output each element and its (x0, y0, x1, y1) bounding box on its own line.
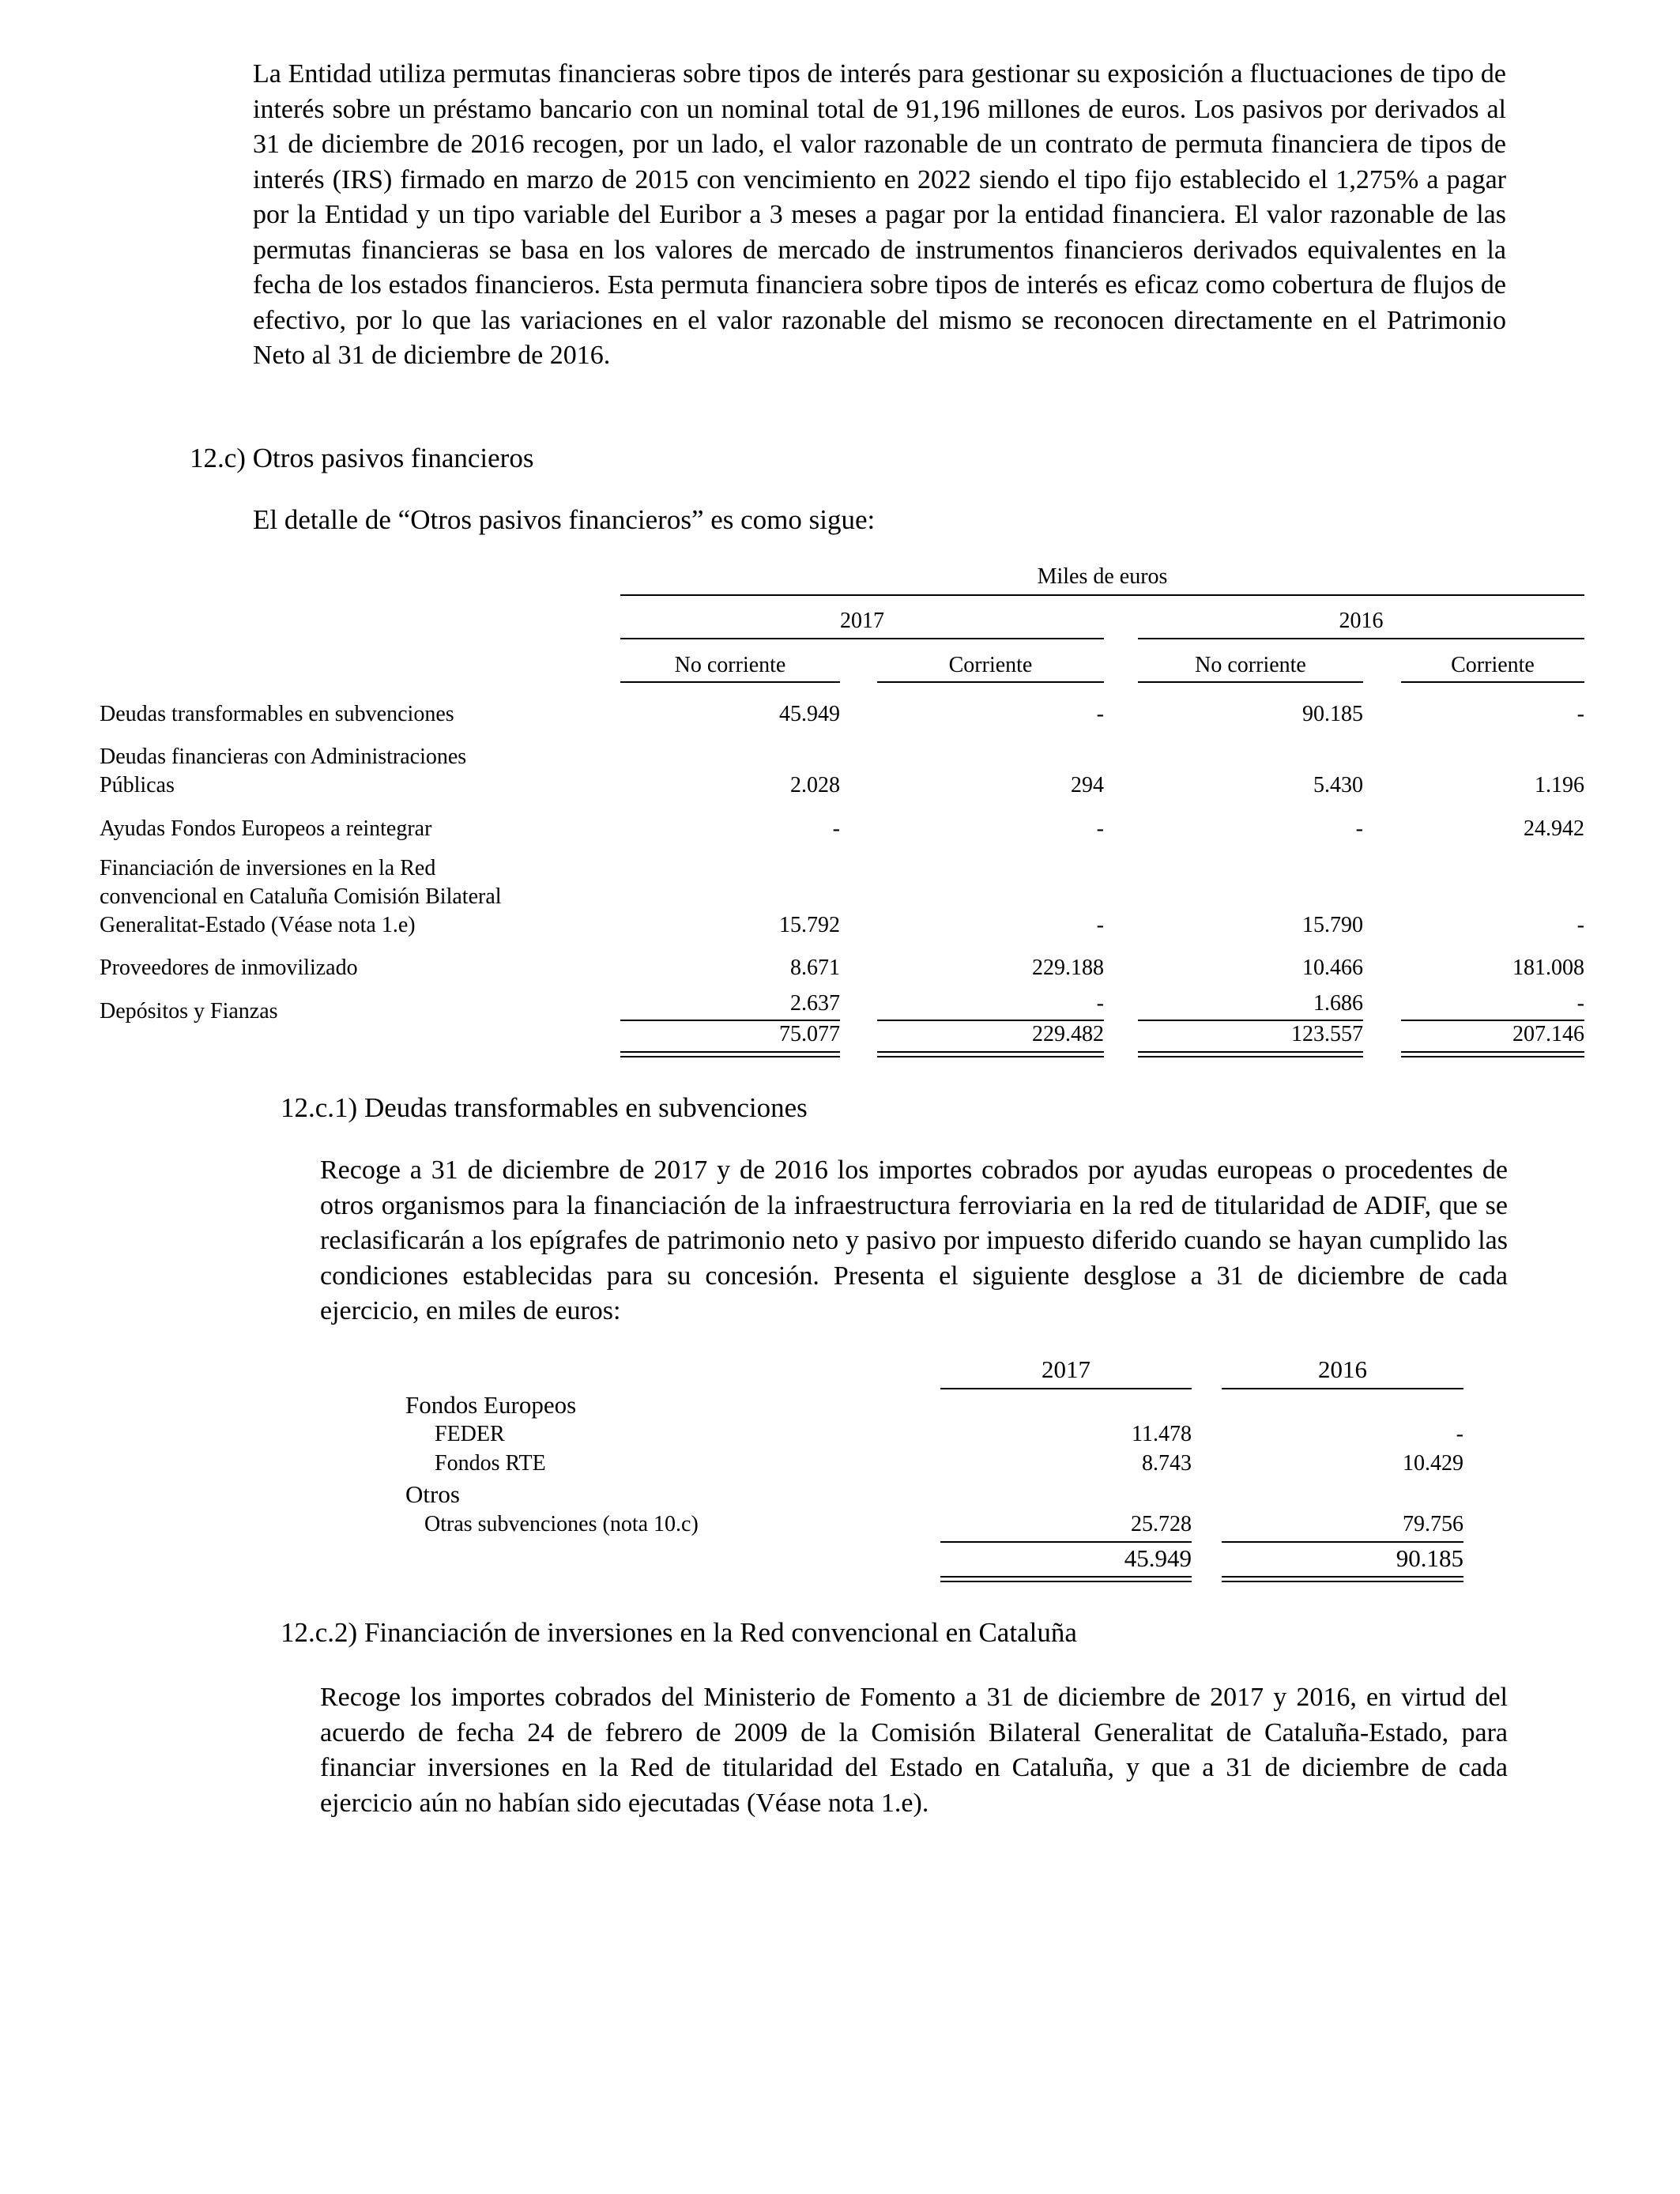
subheader-rule (620, 681, 840, 683)
header-rule (620, 594, 1584, 596)
cell-value: 5.430 (1313, 773, 1363, 797)
cell-value: 10.429 (1403, 1451, 1463, 1476)
cell-value: 8.671 (790, 956, 840, 980)
cell-value: - (1096, 816, 1104, 841)
cell-value: 79.756 (1403, 1512, 1463, 1536)
cell-value: 15.792 (779, 913, 840, 937)
year-header-2016: 2016 (1318, 1355, 1367, 1383)
row-label: Deudas transformables en subvenciones (100, 702, 454, 726)
cell-value: - (832, 816, 840, 841)
total-double-rule (1401, 1051, 1584, 1057)
subheader-rule (1401, 681, 1584, 683)
cell-value: 181.008 (1512, 956, 1584, 980)
subheader-no-corriente-2016: No corriente (1195, 653, 1306, 677)
total-rule (940, 1541, 1192, 1543)
section-heading-12c: 12.c) Otros pasivos financieros (190, 443, 534, 473)
row-label: FEDER (435, 1422, 505, 1446)
section-heading-12c2: 12.c.2) Financiación de inversiones en la Red convencional en Cataluña (281, 1617, 1077, 1648)
total-value: 123.557 (1291, 1022, 1363, 1046)
year-header-2016: 2016 (1339, 609, 1384, 633)
total-rule (1222, 1541, 1463, 1543)
section-12c-intro: El detalle de “Otros pasivos financieros” es como sigue: (253, 504, 876, 535)
year-rule-2017 (620, 638, 1104, 639)
cell-value: - (1096, 913, 1104, 937)
row-label: Ayudas Fondos Europeos a reintegrar (100, 816, 432, 841)
row-label: Financiación de inversiones en la Red (100, 856, 436, 880)
total-value: 229.482 (1032, 1022, 1104, 1046)
subheader-rule (877, 681, 1104, 683)
cell-value: - (1456, 1422, 1463, 1446)
cell-value: - (1355, 816, 1363, 841)
subheader-corriente-2017: Corriente (948, 653, 1033, 677)
row-label: convencional en Cataluña Comisión Bilateral (100, 884, 502, 909)
row-label: Públicas (100, 773, 175, 797)
year-rule (940, 1388, 1192, 1389)
subheader-corriente-2016: Corriente (1451, 653, 1535, 677)
row-label: Fondos RTE (435, 1451, 546, 1476)
group-label-fondos-europeos: Fondos Europeos (405, 1391, 577, 1419)
cell-value: 2.028 (790, 773, 840, 797)
cell-value: 1.686 (1313, 991, 1363, 1016)
total-value: 207.146 (1512, 1022, 1584, 1046)
total-double-rule (877, 1051, 1104, 1057)
cell-value: 229.188 (1032, 956, 1104, 980)
cell-value: - (1576, 991, 1584, 1016)
row-label: Generalitat-Estado (Véase nota 1.e) (100, 913, 416, 937)
total-double-rule (1222, 1576, 1463, 1582)
total-value: 75.077 (779, 1022, 840, 1046)
total-value: 90.185 (1396, 1544, 1463, 1572)
cell-value: 8.743 (1142, 1451, 1192, 1476)
section-heading-12c1: 12.c.1) Deudas transformables en subvenciones (281, 1092, 808, 1123)
row-label: Otras subvenciones (nota 10.c) (424, 1512, 699, 1536)
group-label-otros: Otros (405, 1480, 460, 1508)
total-double-rule (1138, 1051, 1363, 1057)
year-rule-2016 (1138, 638, 1584, 639)
cell-value: - (1096, 702, 1104, 726)
cell-value: 15.790 (1302, 913, 1363, 937)
cell-value: - (1576, 913, 1584, 937)
row-label: Deudas financieras con Administraciones (100, 745, 467, 769)
cell-value: 45.949 (779, 702, 840, 726)
cell-value: - (1096, 991, 1104, 1016)
cell-value: 25.728 (1131, 1512, 1192, 1536)
total-double-rule (940, 1576, 1192, 1582)
year-rule (1222, 1388, 1463, 1389)
cell-value: 24.942 (1524, 816, 1584, 841)
subheader-rule (1138, 681, 1363, 683)
total-double-rule (620, 1051, 840, 1057)
section-12c1-paragraph: Recoge a 31 de diciembre de 2017 y de 2016 los importes cobrados por ayudas europeas o procedentes de otros organismos para la financiación de la infraestructura ferroviaria en la red de titularidad de ADIF, que se reclasificarán a los epígrafes de patrimonio neto y pasivo por impuesto diferido cuando se hayan cumplido las condiciones establecidas para su concesión. Presenta el siguiente desglose a 31 de diciembre de cada ejercicio, en miles de euros: (320, 1155, 1508, 1325)
row-label: Depósitos y Fianzas (100, 999, 278, 1023)
intro-paragraph: La Entidad utiliza permutas financieras sobre tipos de interés para gestionar su exposición a fluctuaciones de tipo de interés sobre un préstamo bancario con un nominal total de 91,196 millones de euros. Los pasivos por derivados al 31 de diciembre de 2016 recogen, por un lado, el valor razonable de un contrato de permuta financiera de tipos de interés (IRS) firmado en marzo de 2015 con vencimiento en 2022 siendo el tipo fijo establecido el 1,275% a pagar por la Entidad y un tipo variable del Euribor a 3 meses a pagar por la entidad financiera. El valor razonable de las permutas financieras se basa en los valores de mercado de instrumentos financieros derivados equivalentes en la fecha de los estados financieros. Esta permuta financiera sobre tipos de interés es eficaz como cobertura de flujos de efectivo, por lo que las variaciones en el valor razonable del mismo se reconocen directamente en el Patrimonio Neto al 31 de diciembre de 2016. (253, 59, 1506, 370)
year-header-2017: 2017 (1042, 1355, 1090, 1383)
cell-value: 11.478 (1132, 1422, 1192, 1446)
total-value: 45.949 (1124, 1544, 1192, 1572)
table-unit-header: Miles de euros (1037, 564, 1168, 589)
subheader-no-corriente-2017: No corriente (674, 653, 786, 677)
year-header-2017: 2017 (840, 609, 884, 633)
cell-value: 1.196 (1535, 773, 1584, 797)
cell-value: 2.637 (790, 991, 840, 1016)
cell-value: - (1576, 702, 1584, 726)
cell-value: 10.466 (1302, 956, 1363, 980)
cell-value: 90.185 (1302, 702, 1363, 726)
section-12c2-paragraph: Recoge los importes cobrados del Ministerio de Fomento a 31 de diciembre de 2017 y 2016, en virtud del acuerdo de fecha 24 de febrero de 2009 de la Comisión Bilateral Generalitat de Cataluña-Estado, para financiar inversiones en la Red de titularidad del Estado en Cataluña, y que a 31 de diciembre de cada ejercicio aún no habían sido ejecutadas (Véase nota 1.e). (320, 1683, 1508, 1818)
cell-value: 294 (1071, 773, 1104, 797)
row-label: Proveedores de inmovilizado (100, 956, 358, 980)
